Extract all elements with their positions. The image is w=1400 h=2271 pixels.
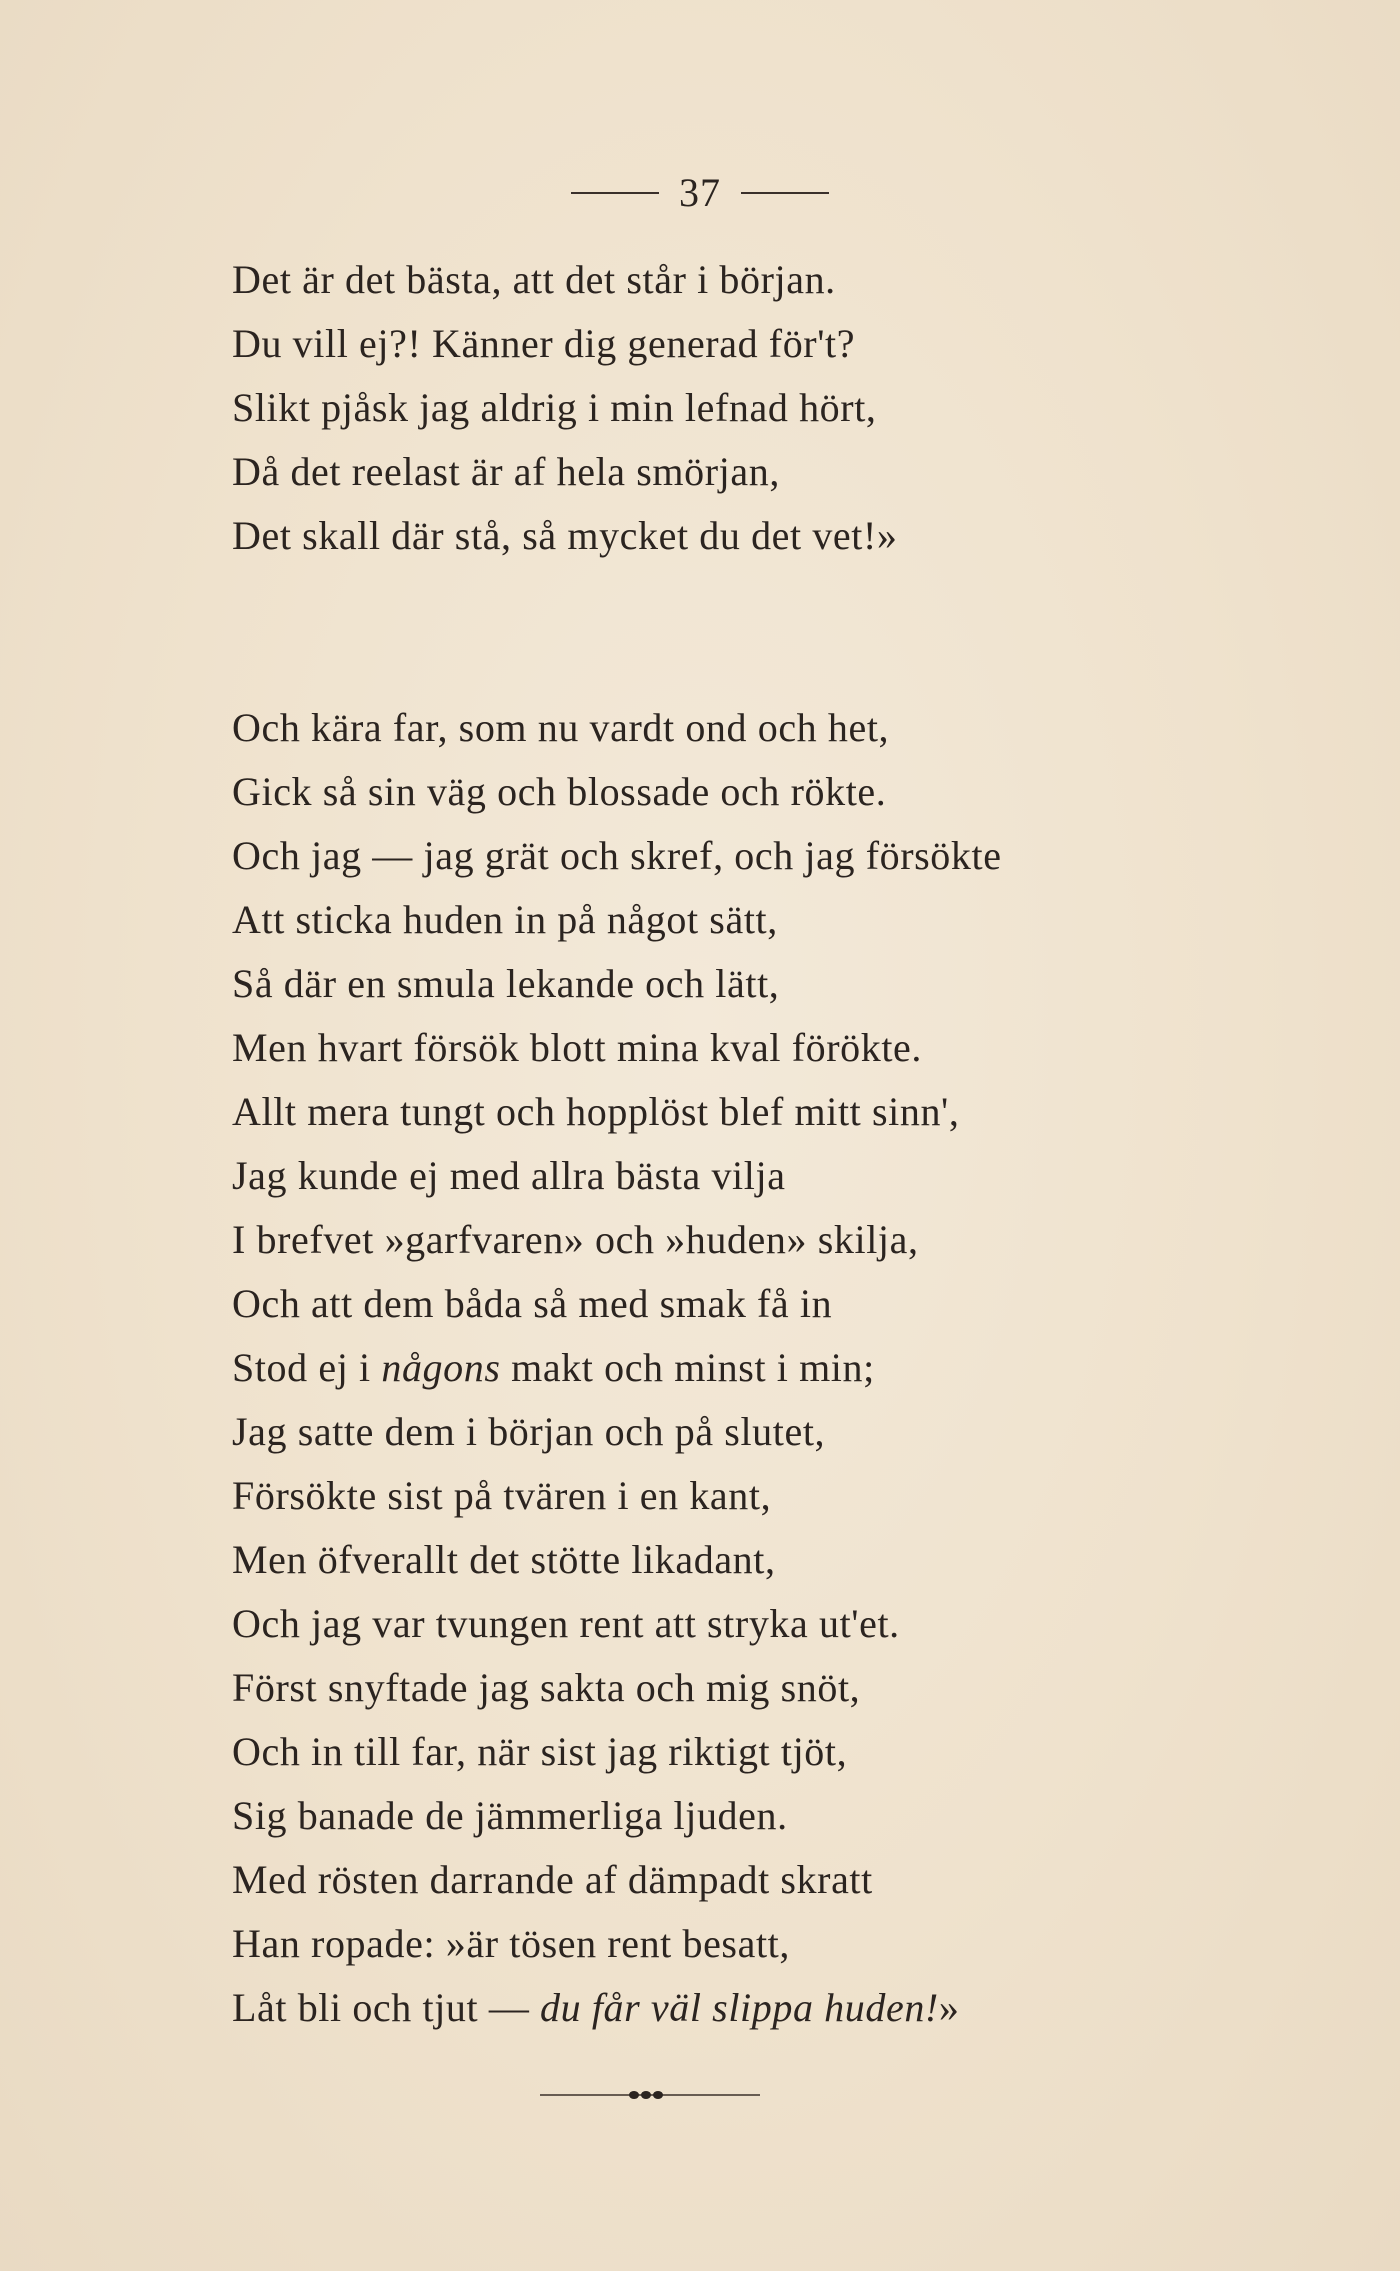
poem-line: Men öfverallt det stötte likadant,: [232, 1537, 776, 1582]
line-text: makt och minst i min;: [500, 1345, 875, 1390]
line-text: Stod ej i: [232, 1345, 382, 1390]
line-text: Låt bli och tjut —: [232, 1985, 541, 2030]
poem-line: Jag satte dem i början och på slutet,: [232, 1409, 826, 1454]
poem-line: Gick så sin väg och blossade och rökte.: [232, 769, 887, 814]
poem-line: Med rösten darrande af dämpadt skratt: [232, 1857, 873, 1902]
stanza-break: [232, 568, 1352, 696]
poem-line: Det är det bästa, att det står i början.: [232, 257, 836, 302]
line-text: »: [938, 1985, 960, 2030]
poem-line: Han ropade: »är tösen rent besatt,: [232, 1921, 790, 1966]
poem-line-last: [232, 1976, 1352, 2040]
header-rule-left: [571, 192, 659, 194]
poem-line: Slikt pjåsk jag aldrig i min lefnad hört,: [232, 385, 877, 430]
poem-line: Du vill ej?! Känner dig generad för't?: [232, 321, 856, 366]
poem-line: Så där en smula lekande och lätt,: [232, 961, 780, 1006]
header-rule-right: [741, 192, 829, 194]
poem-line: Allt mera tungt och hopplöst blef mitt sinn',: [232, 1089, 960, 1134]
poem-line: I brefvet »garfvaren» och »huden» skilja,: [232, 1217, 919, 1262]
poem-line: Då det reelast är af hela smörjan,: [232, 449, 780, 494]
poem-line: Och jag var tvungen rent att stryka ut'et.: [232, 1601, 900, 1646]
poem-line: Jag kunde ej med allra bästa vilja: [232, 1153, 786, 1198]
poem-line: Men hvart försök blott mina kval förökte.: [232, 1025, 923, 1070]
poem-line: Och jag — jag grät och skref, och jag försökte: [232, 833, 1002, 878]
page-header: [0, 168, 1400, 218]
poem-line: Att sticka huden in på något sätt,: [232, 897, 778, 942]
italic-phrase: du får väl slippa huden!: [540, 1985, 939, 2030]
poem-line: Och in till far, när sist jag riktigt tjöt,: [232, 1729, 848, 1774]
end-ornament: [540, 2088, 760, 2102]
poem-line: Och kära far, som nu vardt ond och het,: [232, 705, 890, 750]
poem-line: Och att dem båda så med smak få in: [232, 1281, 833, 1326]
page-number: 37: [679, 170, 721, 215]
poem-line: Det skall där stå, så mycket du det vet!»: [232, 513, 898, 558]
poem-line: Sig banade de jämmerliga ljuden.: [232, 1793, 788, 1838]
poem-text: [232, 248, 1352, 2040]
italic-word: någons: [381, 1345, 501, 1390]
poem-line: Först snyftade jag sakta och mig snöt,: [232, 1665, 861, 1710]
poem-line: Försökte sist på tvären i en kant,: [232, 1473, 772, 1518]
poem-line-stod: [232, 1336, 1352, 1400]
